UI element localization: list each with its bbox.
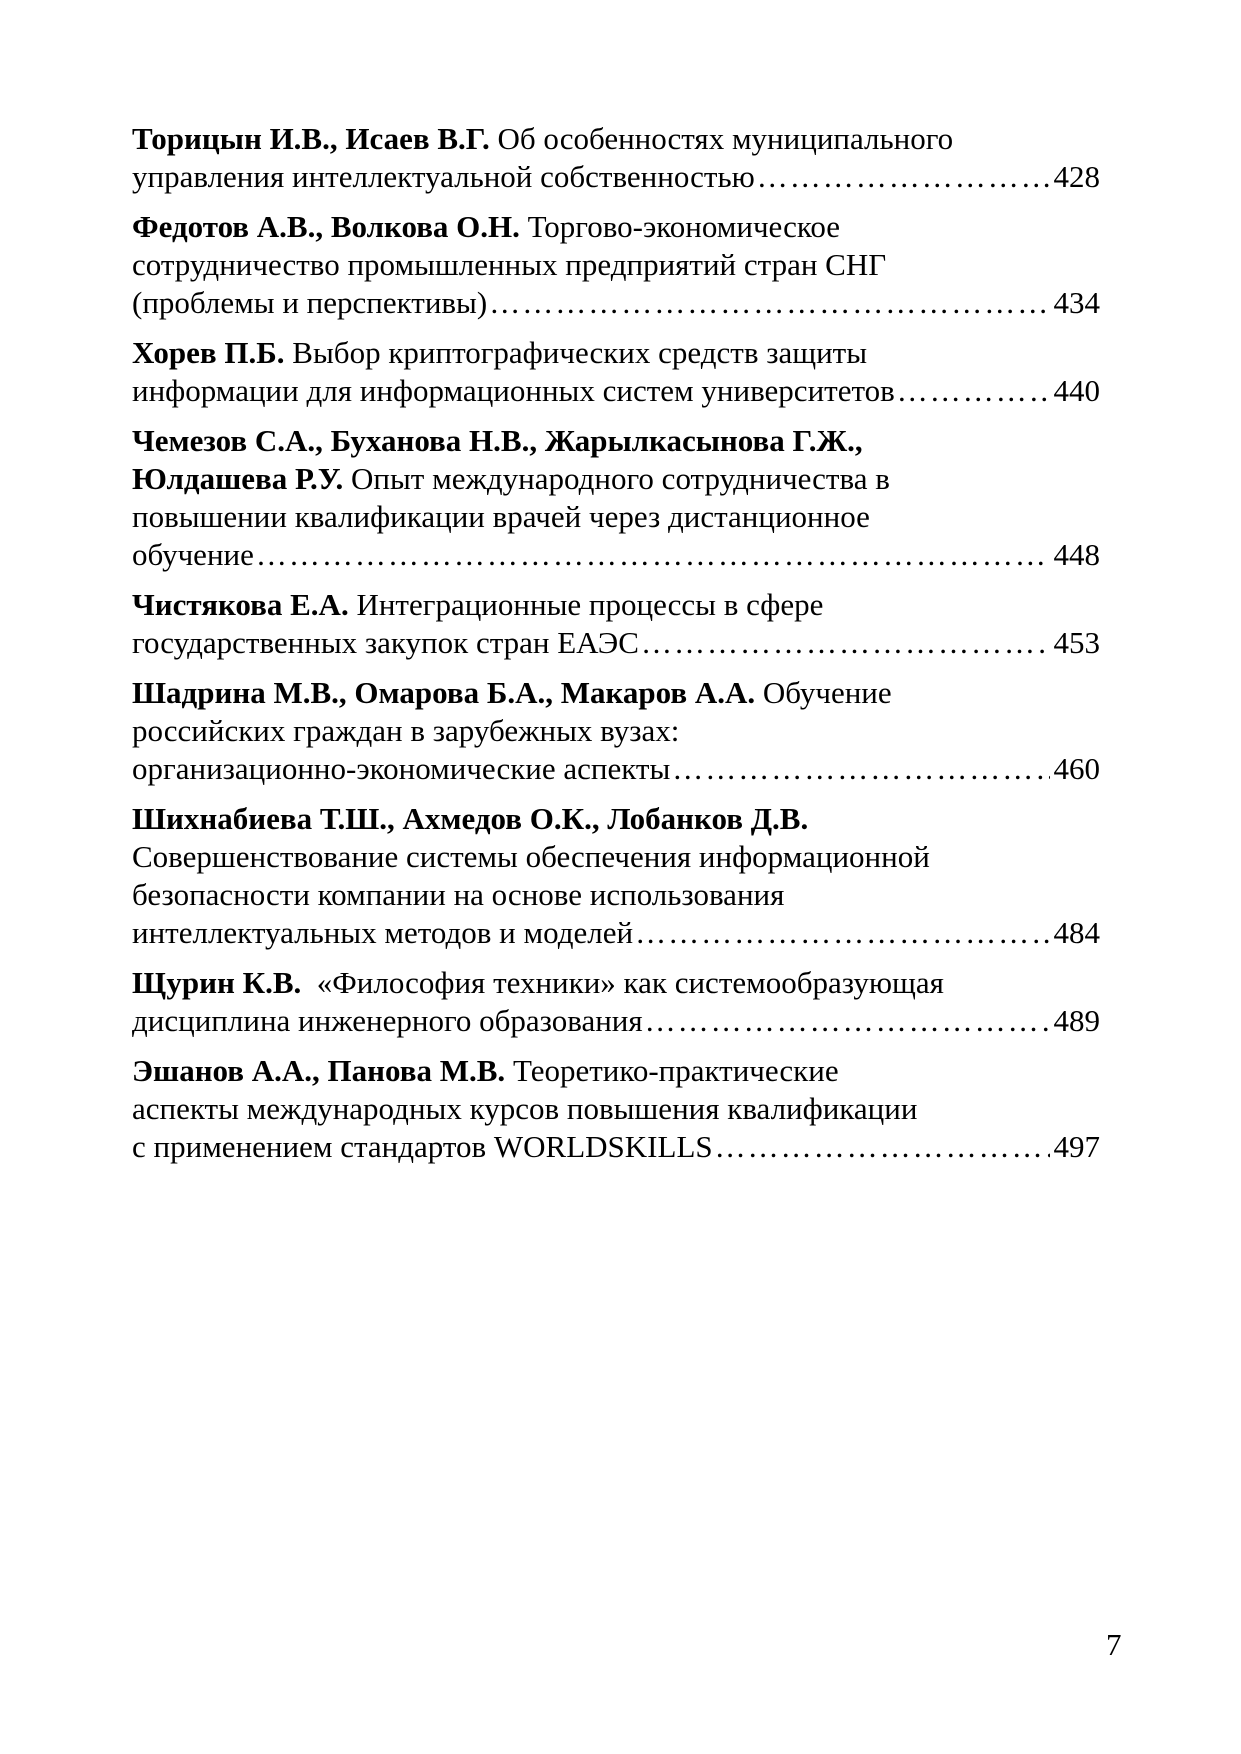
toc-authors: Шихнабиева Т.Ш., Ахмедов О.К., Лобанков Д.В. [132, 801, 809, 836]
toc-authors: Юлдашева Р.У. [132, 461, 344, 496]
dot-leader [641, 624, 1050, 662]
toc-page-ref: 453 [1053, 625, 1100, 660]
toc-title-part: интеллектуальных методов и моделей [132, 915, 634, 950]
toc-entry-first-line [132, 334, 1100, 372]
table-of-contents [132, 120, 1100, 1178]
toc-entry-last-line [132, 914, 1100, 952]
dot-leader [757, 158, 1050, 196]
dot-leader [715, 1128, 1050, 1166]
toc-page-ref: 497 [1053, 1129, 1100, 1164]
toc-authors: Торицын И.В., Исаев В.Г. [132, 121, 490, 156]
dot-leader [897, 372, 1050, 410]
toc-page-ref: 484 [1053, 915, 1100, 950]
toc-page-ref: 434 [1053, 285, 1100, 320]
toc-authors: Шадрина М.В., Омарова Б.А., Макаров А.А. [132, 675, 756, 710]
toc-title-part: повышении квалификации врачей через дистанционное [132, 499, 870, 534]
toc-title-part: государственных закупок стран ЕАЭС [132, 625, 639, 660]
toc-entry-first-line [132, 120, 1100, 158]
toc-entry[interactable] [132, 334, 1100, 410]
toc-entry-last-line [132, 372, 1100, 410]
toc-title-part: безопасности компании на основе использования [132, 877, 785, 912]
toc-title-part: Теоретико-практические [512, 1053, 839, 1088]
toc-authors: Чистякова Е.А. [132, 587, 349, 622]
toc-authors: Федотов А.В., Волкова О.Н. [132, 209, 520, 244]
toc-entry-last-line [132, 536, 1100, 574]
toc-entry[interactable] [132, 422, 1100, 574]
toc-page-ref: 460 [1053, 751, 1100, 786]
toc-entry[interactable] [132, 1052, 1100, 1166]
toc-title-part: (проблемы и перспективы) [132, 285, 488, 320]
toc-page-ref: 440 [1053, 373, 1100, 408]
toc-title-part: «Философия техники» как системообразующая [316, 965, 944, 1000]
toc-page-ref: 489 [1053, 1003, 1100, 1038]
toc-title-part: аспекты международных курсов повышения квалификации [132, 1091, 918, 1126]
toc-title-part: с применением стандартов WORLDSKILLS [132, 1129, 713, 1164]
dot-leader [645, 1002, 1050, 1040]
toc-entry[interactable] [132, 674, 1100, 788]
toc-title-part: управления интеллектуальной собственностью [132, 159, 755, 194]
toc-authors: Щурин К.В. [132, 965, 302, 1000]
toc-entry-second-line [132, 460, 1100, 498]
toc-title-part: Торгово-экономическое [527, 209, 840, 244]
toc-entry-last-line [132, 284, 1100, 322]
toc-entry-first-line [132, 964, 1100, 1002]
toc-title-part: дисциплина инженерного образования [132, 1003, 643, 1038]
toc-title-part: Совершенствование системы обеспечения информационной [132, 839, 930, 874]
toc-title-part: Интеграционные процессы в сфере [356, 587, 824, 622]
toc-entry-last-line [132, 750, 1100, 788]
toc-title-part: организационно-экономические аспекты [132, 751, 671, 786]
toc-title-part: информации для информационных систем университетов [132, 373, 895, 408]
toc-entry-first-line [132, 1052, 1100, 1090]
toc-entry-last-line [132, 158, 1100, 196]
toc-entry-first-line [132, 208, 1100, 246]
toc-title-part: Опыт международного сотрудничества в [351, 461, 890, 496]
toc-entry[interactable] [132, 800, 1100, 952]
toc-authors: Чемезов С.А., Буханова Н.В., Жарылкасынова Г.Ж., [132, 423, 863, 458]
dot-leader [672, 750, 1049, 788]
toc-entry[interactable] [132, 586, 1100, 662]
toc-title-part: Об особенностях муниципального [497, 121, 954, 156]
dot-leader [256, 536, 1050, 574]
dot-leader [489, 284, 1049, 322]
toc-entry[interactable] [132, 120, 1100, 196]
toc-authors: Эшанов А.А., Панова М.В. [132, 1053, 506, 1088]
toc-entry-first-line [132, 586, 1100, 624]
toc-page-ref: 448 [1053, 537, 1100, 572]
toc-entry-last-line [132, 1128, 1100, 1166]
toc-entry-last-line [132, 624, 1100, 662]
toc-authors: Хорев П.Б. [132, 335, 285, 370]
page-number: 7 [1106, 1627, 1122, 1662]
toc-entry[interactable] [132, 208, 1100, 322]
toc-title-part: Обучение [762, 675, 892, 710]
toc-page-ref: 428 [1053, 159, 1100, 194]
toc-entry-first-line [132, 674, 1100, 712]
toc-title-part: Выбор криптографических средств защиты [292, 335, 868, 370]
toc-title-part: обучение [132, 537, 254, 572]
toc-title-part: сотрудничество промышленных предприятий стран СНГ [132, 247, 887, 282]
toc-title-part: российских граждан в зарубежных вузах: [132, 713, 680, 748]
toc-entry-last-line [132, 1002, 1100, 1040]
toc-entry[interactable] [132, 964, 1100, 1040]
dot-leader [635, 914, 1049, 952]
